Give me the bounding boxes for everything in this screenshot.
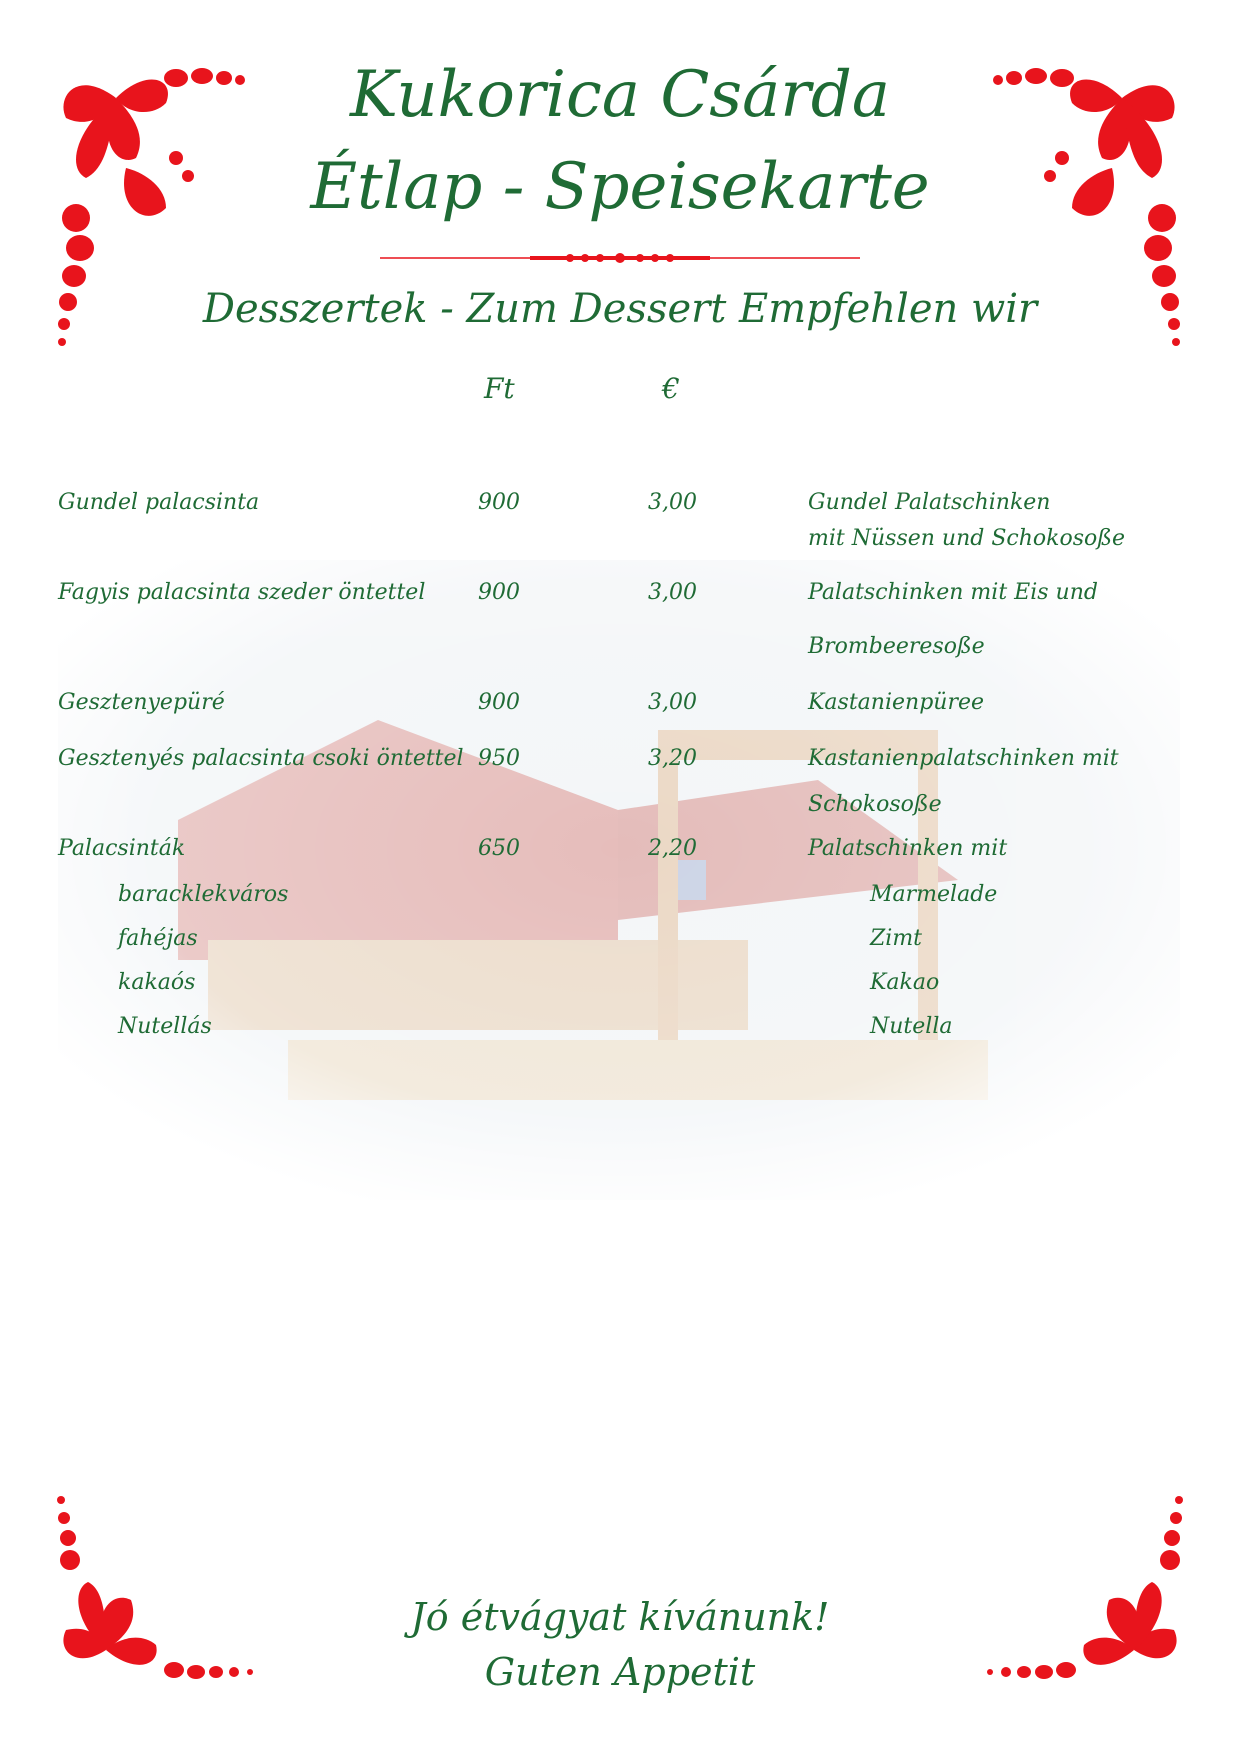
menu-item-price-huf: 900 (478, 690, 520, 715)
column-header-huf: Ft (484, 372, 515, 405)
menu-item-translation: mit Nüssen und Schokosoße (808, 526, 1125, 551)
footer-greeting-de: Guten Appetit (484, 1650, 756, 1694)
menu-item-price-huf: 950 (478, 746, 520, 771)
menu-item-price-eur: 3,20 (648, 746, 697, 771)
menu-item-translation: Palatschinken mit Eis und (808, 580, 1098, 605)
menu-item-name: Gesztenyepüré (58, 690, 225, 715)
section-title: Desszertek - Zum Dessert Empfehlen wir (202, 286, 1038, 332)
menu-item-name: Palacsinták (58, 836, 186, 861)
menu-item-price-eur: 3,00 (648, 580, 697, 605)
menu-item-price-eur: 3,00 (648, 690, 697, 715)
menu-item-price-huf: 650 (478, 836, 520, 861)
page-subtitle: Étlap - Speisekarte (310, 150, 930, 224)
variant-name: Nutellás (118, 1014, 212, 1039)
divider-ornament-icon (380, 252, 860, 264)
variant-translation: Marmelade (870, 882, 998, 907)
menu-item-name: Fagyis palacsinta szeder öntettel (58, 580, 426, 605)
menu-item-translation: Gundel Palatschinken (808, 490, 1051, 515)
menu-item-translation: Brombeeresoße (808, 634, 985, 659)
footer-greeting-hu: Jó étvágyat kívánunk! (410, 1595, 830, 1639)
variant-translation: Zimt (870, 926, 923, 951)
column-header-eur: € (662, 372, 680, 405)
variant-name: kakaós (118, 970, 196, 995)
menu-item-price-huf: 900 (478, 580, 520, 605)
variant-name: fahéjas (118, 926, 198, 951)
menu-item-name: Gesztenyés palacsinta csoki öntettel (58, 746, 464, 771)
variant-translation: Kakao (870, 970, 940, 995)
menu-item-name: Gundel palacsinta (58, 490, 260, 515)
menu-item-price-eur: 2,20 (648, 836, 697, 861)
restaurant-building-photo (58, 560, 1180, 1200)
menu-item-translation: Palatschinken mit (808, 836, 1008, 861)
menu-item-translation: Schokosoße (808, 792, 942, 817)
variant-name: baracklekváros (118, 882, 289, 907)
menu-item-price-eur: 3,00 (648, 490, 697, 515)
menu-item-translation: Kastanienpüree (808, 690, 984, 715)
menu-item-price-huf: 900 (478, 490, 520, 515)
menu-item-translation: Kastanienpalatschinken mit (808, 746, 1119, 771)
page-title: Kukorica Csárda (349, 58, 891, 132)
variant-translation: Nutella (870, 1014, 953, 1039)
